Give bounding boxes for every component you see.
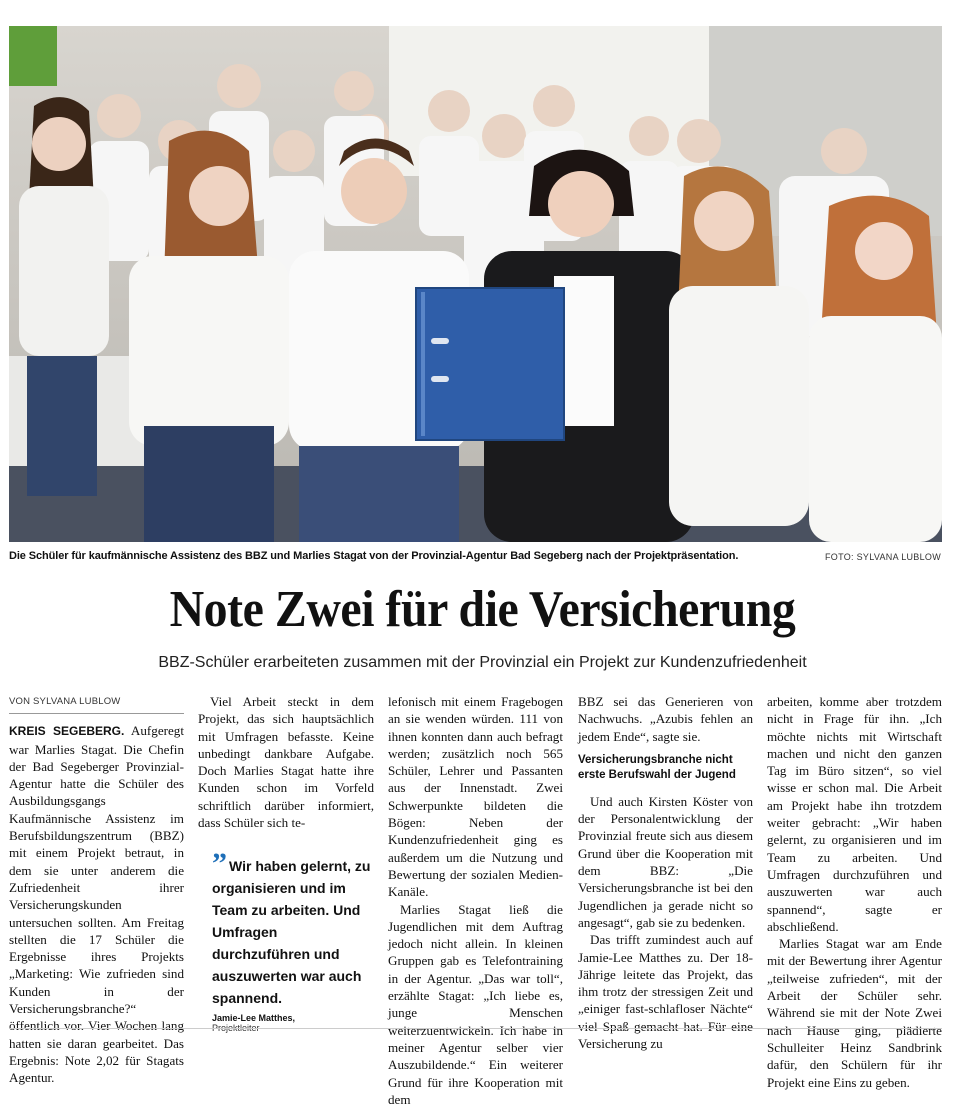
article-column-4 — [578, 693, 753, 1052]
paragraph: BBZ sei das Generieren von Nachwuchs. „Azubis fehlen an jedem Ende“, sagte sie. — [578, 694, 753, 744]
section-subtitle: Versicherungsbranche nicht erste Berufswahl der Jugend — [578, 753, 736, 781]
paragraph — [9, 722, 184, 1086]
article-subheadline: BBZ-Schüler erarbeiteten zusammen mit der Provinzial ein Projekt zur Kundenzufriedenheit — [158, 654, 807, 671]
quote-mark-icon: ” — [212, 847, 227, 880]
article-headline: Note Zwei für die Versicherung — [169, 581, 796, 638]
paragraph-text: Aufgeregt war Marlies Stagat. Die Chefin der Bad Segeberger Provinzial-Agentur hatte die Schüler des Ausbildungsgangs Kaufmännische Assistenz im Berufsbildungszentrum (BBZ) mit einem Projekt betraut, in dem sie unter anderem die Zufriedenheit ihrer Versicherungskunden untersuchen sollten. Am Freitag stellten die 17 Schüler die Ergebnisse ihres Projekts „Marketing: Wie zufrieden sind Kunden in der Versicherungsbranche?“ öffentlich vor. Vier Wochen lang hatten sie daran gearbeitet. Das Ergebnis: Note 2,02 für Stagats Agentur. — [9, 723, 184, 1086]
paragraph: Und auch Kirsten Köster von der Personalentwicklung der Provinzial freute sich aus diesem Grund über die Kooperation mit dem BBZ: „Die Versicherungsbranche ist bei den Jugendlichen ja gerade nicht so angesagt“, gab sie zu bedenken. — [578, 793, 753, 930]
pull-quote-text: Wir haben gelernt, zu organisieren und im Team zu arbeiten. Und Umfragen durchzuführen und auszuwerten war auch spannend. — [212, 858, 371, 1006]
pull-quote-author: Jamie-Lee Matthes, — [212, 1013, 296, 1023]
paragraph: Marlies Stagat war am Ende mit der Bewertung ihrer Agentur „teilweise zufrieden“, mit der Arbeit der Schüler sehr. Während sie mit der Note Zwei nach Hause ging, plädierte Schulleiter Heinz Sandbrink dafür, den Schülern für ihr Projekt eine Eins zu geben. — [767, 936, 942, 1090]
article-column-2 — [198, 693, 374, 831]
pull-quote — [212, 847, 372, 1033]
group-photo-illustration — [9, 26, 942, 542]
article-photo — [9, 26, 942, 542]
paragraph: Marlies Stagat ließ die Jugendlichen mit dem Auftrag jedoch nicht allein. In kleinen Gruppen gab es Telefontraining in der Agentur. „Das war toll“, erzählte Stagat: „Ich liebe es, junge Menschen weiterzuentwickeln. Ich habe in meiner Agentur selber vier Auszubildende.“ Ein weiterer Grund für ihre Kooperation mit dem — [388, 901, 563, 1107]
paragraph: arbeiten, komme aber trotzdem nicht in Frage für ihn. „Ich möchte nichts mit Wirtschaft machen und nicht den ganzen Tag im Büro sitzen“, so viel wisse er schon mal. Die Arbeit am Projekt habe ihn trotzdem weiter gebracht: „Wir haben gelernt, zu organisieren und im Team zu arbeiten. Und Umfragen durchzuführen und auszuwerten war auch spannend“, sagte er abschließend. — [767, 694, 942, 934]
paragraph: lefonisch mit einem Fragebogen an sie wenden würden. 111 von ihnen konnten dann auch befragt werden; zusätzlich noch 565 Schüler, Lehrer und Passanten aus der Innenstadt. Zwei Schwerpunkte bildeten die Bögen: Neben der Kundenzufriedenheit ging es außerdem um die Nutzung und Bewertung der sozialen Medien-Kanäle. — [388, 694, 563, 900]
paragraph: Das trifft zumindest auch auf Jamie-Lee Matthes zu. Der 18-Jährige leitete das Projekt, das ihm trotz der stressigen Zeit und „einiger fast-schlafloser Nächte“ viel Spaß gemacht hat. Für eine Versicherung zu — [578, 932, 753, 1052]
dateline: KREIS SEGEBERG. — [9, 724, 125, 739]
photo-credit: FOTO: SYLVANA LUBLOW — [824, 552, 941, 562]
photo-caption: Die Schüler für kaufmännische Assistenz des BBZ und Marlies Stagat von der Provinzial-Agentur Bad Segeberg nach der Projektpräsentation. — [9, 550, 739, 562]
article-column-5 — [767, 693, 942, 1091]
byline: VON SYLVANA LUBLOW — [9, 693, 184, 714]
pull-quote-role: Projektleiter — [212, 1023, 260, 1033]
paragraph: Viel Arbeit steckt in dem Projekt, das sich hauptsächlich mit Umfragen befasste. Keine unbedingt dankbare Aufgabe. Doch Marlies Stagat hatte ihre Kunden schon im Vorfeld schriftlich darüber informiert, dass Schüler sich te- — [198, 694, 374, 831]
article-column-3 — [388, 693, 563, 1108]
page-divider — [9, 1028, 942, 1029]
binder-folder — [416, 288, 564, 440]
